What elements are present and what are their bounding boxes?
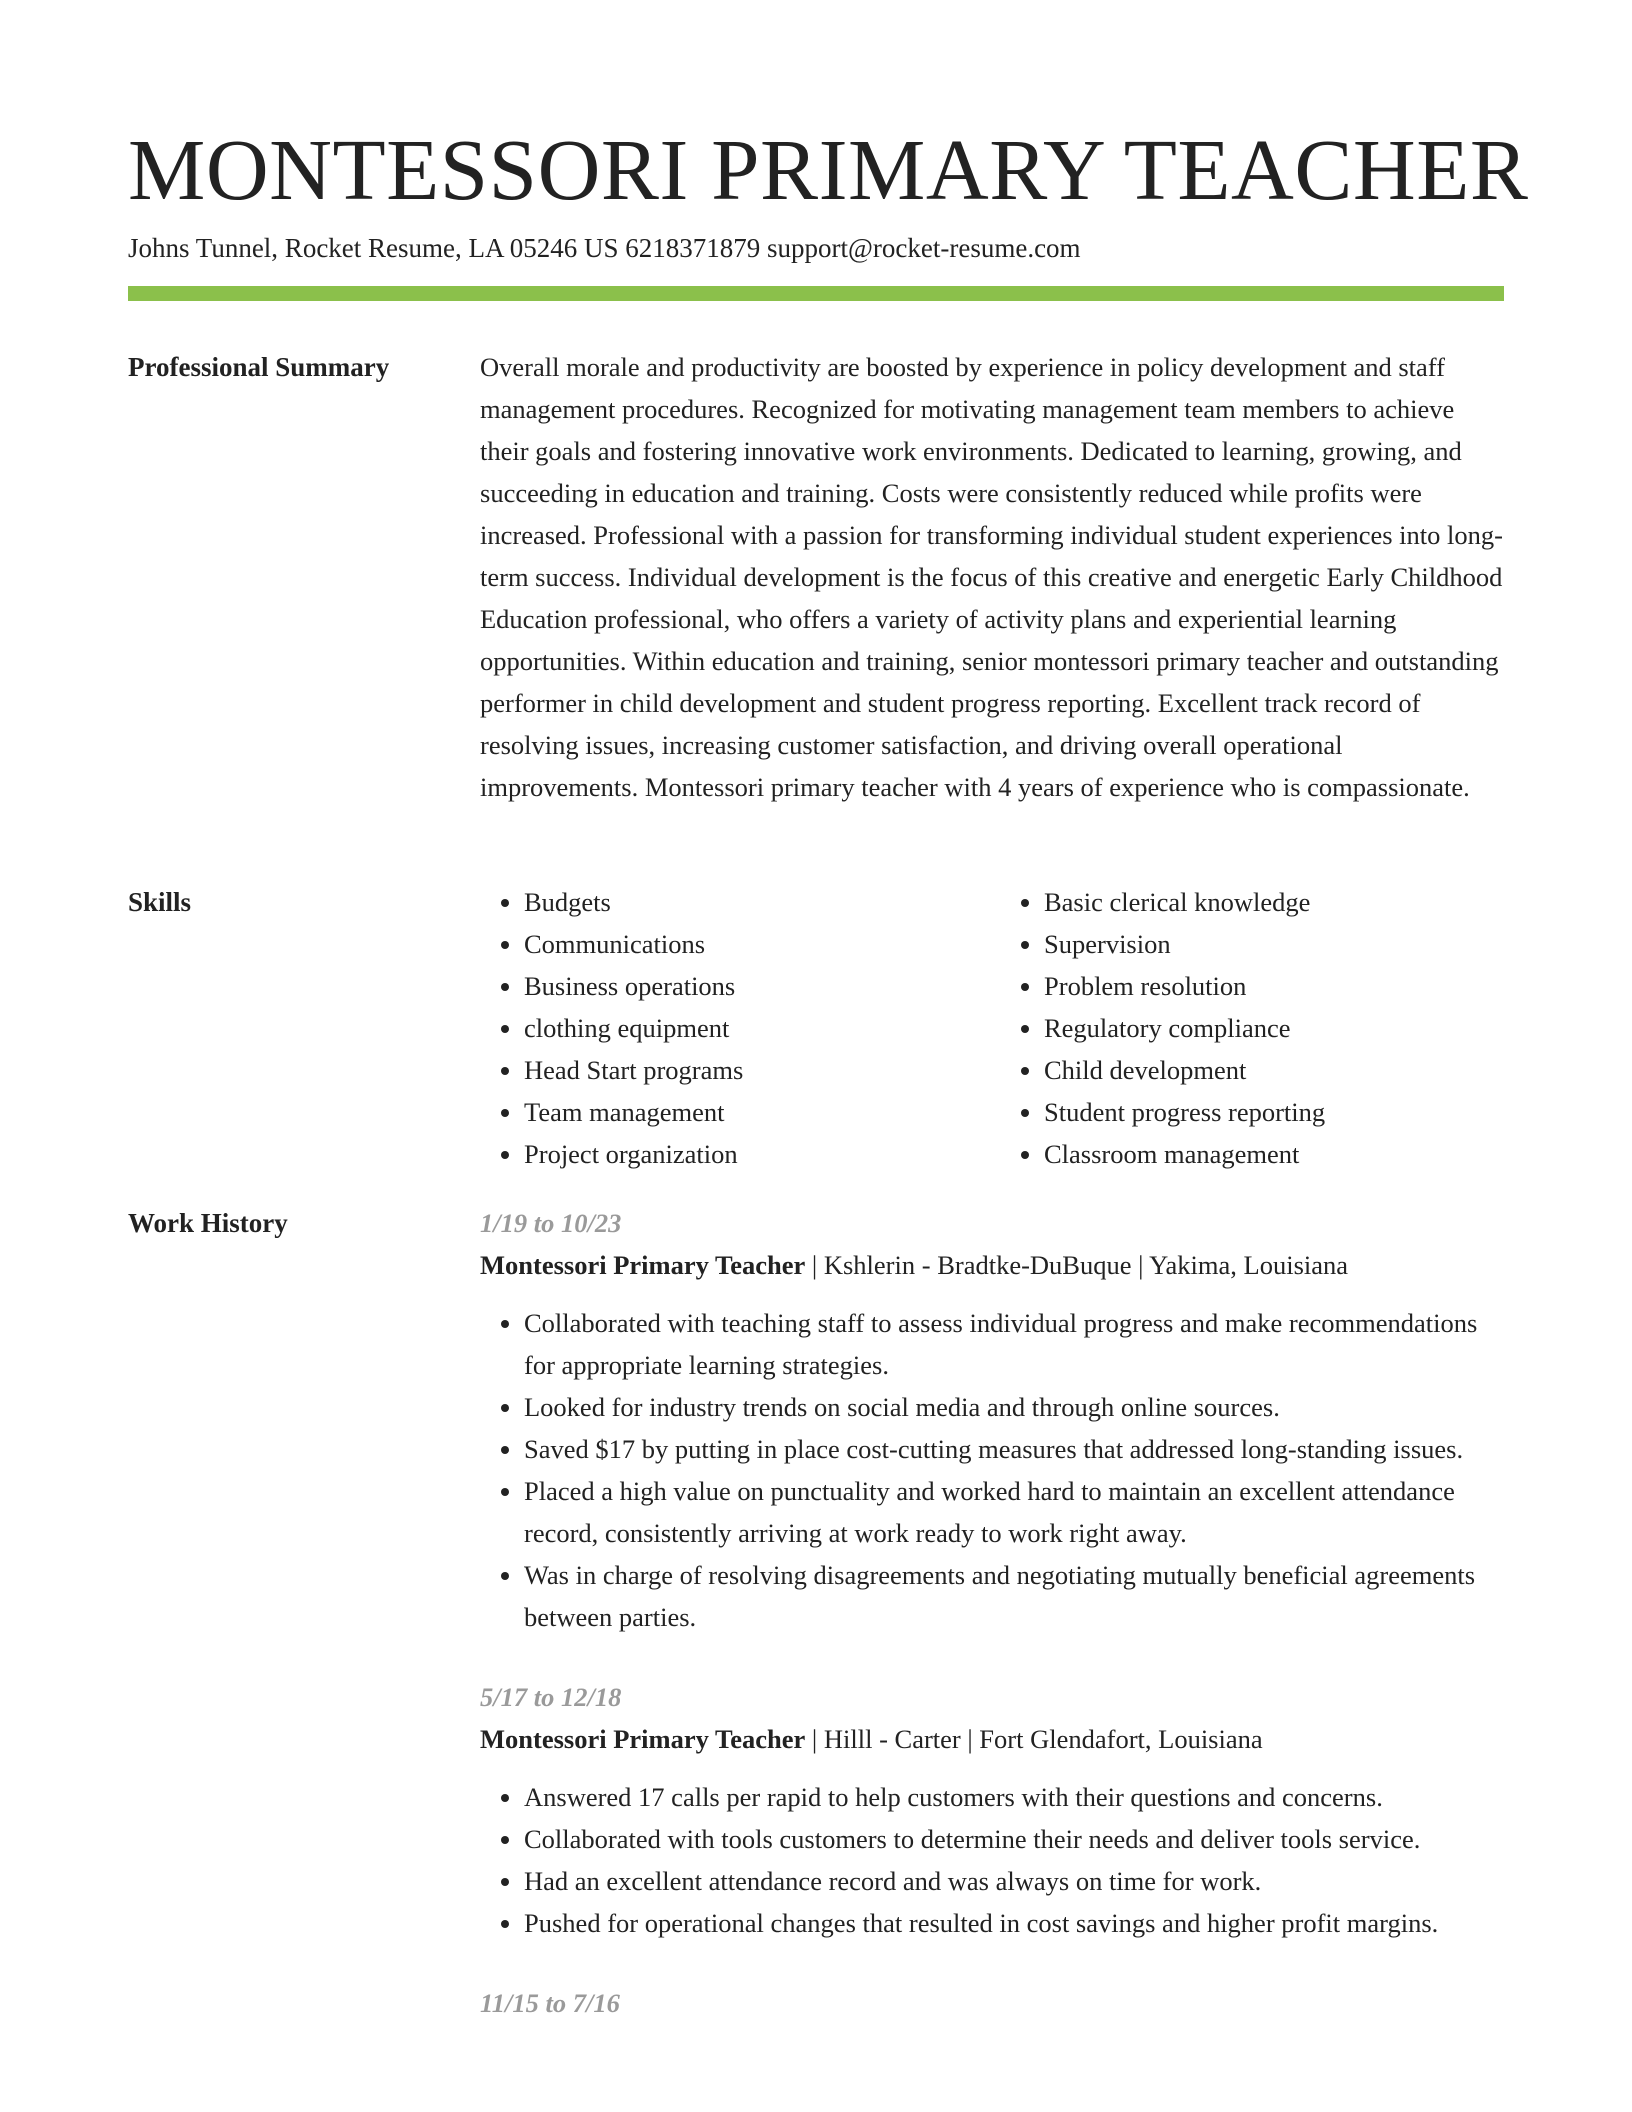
job-bullet: • Collaborated with tools customers to determine their needs and deliver tools service.	[524, 1818, 1504, 1860]
skill-item: • Problem resolution	[1044, 965, 1504, 1007]
job-entry	[480, 1676, 1504, 1944]
skill-item: • Regulatory compliance	[1044, 1007, 1504, 1049]
job-bullet: • Saved $17 by putting in place cost-cutting measures that addressed long-standing issues.	[524, 1428, 1504, 1470]
section-label-skills: Skills	[128, 887, 192, 917]
skills-columns	[480, 881, 1504, 1175]
skill-item: • Student progress reporting	[1044, 1091, 1504, 1133]
section-label-work-history: Work History	[128, 1208, 288, 1238]
skill-item: • Project organization	[524, 1133, 984, 1175]
summary-body	[480, 346, 1504, 808]
contact-line: Johns Tunnel, Rocket Resume, LA 05246 US 6218371879 support@rocket-resume.com	[128, 233, 1081, 263]
job-title: Montessori Primary Teacher	[480, 1250, 806, 1280]
skill-item: • clothing equipment	[524, 1007, 984, 1049]
job-bullet: • Collaborated with teaching staff to assess individual progress and make recommendations for appropriate learning strategies.	[524, 1302, 1504, 1386]
skill-item: • Business operations	[524, 965, 984, 1007]
job-employer: Kshlerin - Bradtke-DuBuque	[823, 1250, 1132, 1280]
resume-title: MONTESSORI PRIMARY TEACHER	[128, 121, 1529, 218]
job-title: Montessori Primary Teacher	[480, 1724, 806, 1754]
header-divider	[128, 286, 1504, 301]
skill-item: • Budgets	[524, 881, 984, 923]
skills-list-left	[480, 881, 984, 1175]
job-dates: 5/17 to 12/18	[480, 1682, 622, 1712]
job-separator: |	[805, 1724, 824, 1754]
job-entry	[480, 1202, 1504, 1638]
skill-item: • Supervision	[1044, 923, 1504, 965]
job-separator: |	[1131, 1250, 1150, 1280]
skill-item: • Child development	[1044, 1049, 1504, 1091]
job-bullet: • Was in charge of resolving disagreements and negotiating mutually beneficial agreements between parties.	[524, 1554, 1504, 1638]
work-history-body	[480, 1202, 1504, 2024]
job-heading	[480, 1718, 1504, 1760]
skill-item: • Classroom management	[1044, 1133, 1504, 1175]
skill-item: • Team management	[524, 1091, 984, 1133]
job-heading	[480, 1244, 1504, 1286]
job-separator: |	[960, 1724, 980, 1754]
job-bullet: • Placed a high value on punctuality and worked hard to maintain an excellent attendance record, consistently arriving at work ready to work right away.	[524, 1470, 1504, 1554]
job-separator: |	[805, 1250, 824, 1280]
job-location: Yakima, Louisiana	[1149, 1250, 1349, 1280]
skill-item: • Communications	[524, 923, 984, 965]
job-dates: 1/19 to 10/23	[480, 1208, 622, 1238]
job-entry	[480, 1982, 1504, 2024]
job-dates: 11/15 to 7/16	[480, 1988, 620, 2018]
section-label-summary: Professional Summary	[128, 352, 390, 382]
skills-list-right	[984, 881, 1504, 1175]
skill-item: • Head Start programs	[524, 1049, 984, 1091]
job-employer: Hilll - Carter	[823, 1724, 961, 1754]
summary-text: Overall morale and productivity are boosted by experience in policy development and staff management procedures. Recognized for motivating management team members to achieve their goals and fostering innovative work environments. Dedicated to learning, growing, and succeeding in education and training. Costs were consistently reduced while profits were increased. Professional with a passion for transforming individual student experiences into long-term success. Individual development is the focus of this creative and energetic Early Childhood Education professional, who offers a variety of activity plans and experiential learning opportunities. Within education and training, senior montessori primary teacher and outstanding performer in child development and student progress reporting. Excellent track record of resolving issues, increasing customer satisfaction, and driving overall operational improvements. Montessori primary teacher with 4 years of experience who is compassionate.	[480, 352, 1503, 802]
job-bullet: • Looked for industry trends on social media and through online sources.	[524, 1386, 1504, 1428]
job-bullets	[480, 1302, 1504, 1638]
skills-body	[480, 881, 1504, 1175]
job-bullets	[480, 1776, 1504, 1944]
job-bullet: • Pushed for operational changes that resulted in cost savings and higher profit margins.	[524, 1902, 1504, 1944]
job-location: Fort Glendafort, Louisiana	[979, 1724, 1263, 1754]
job-bullet: • Answered 17 calls per rapid to help customers with their questions and concerns.	[524, 1776, 1504, 1818]
job-bullet: • Had an excellent attendance record and was always on time for work.	[524, 1860, 1504, 1902]
skill-item: • Basic clerical knowledge	[1044, 881, 1504, 923]
